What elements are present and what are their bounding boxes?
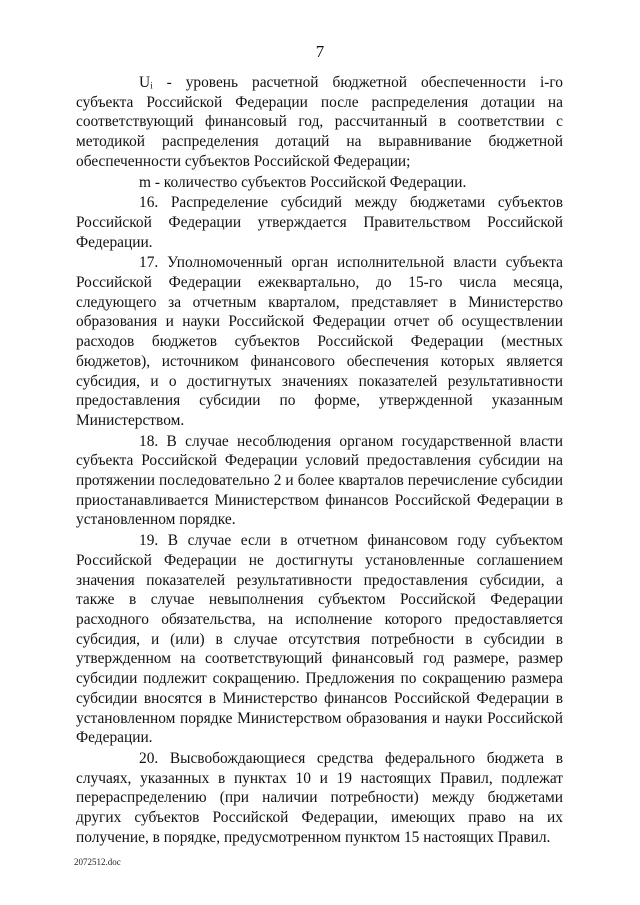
paragraph-ui-definition: Uᵢ - уровень расчетной бюджетной обеспеченности i-го субъекта Российской Федерации после распределения дотации на соответствующий финансовый год, рассчитанный в соответствии с методикой распределения дотаций на выравнивание бюджетной обеспеченности субъектов Российской Федерации; [76, 74, 563, 170]
document-body [76, 73, 563, 847]
paragraph-20: 20. Высвобождающиеся средства федерального бюджета в случаях, указанных в пунктах 10 и 19 настоящих Правил, подлежат перераспределению (при наличии потребности) между бюджетами других субъектов Российской Федерации, имеющих право на их получение, в порядке, предусмотренном пунктом 15 настоящих Правил. [76, 749, 563, 846]
paragraph-19: 19. В случае если в отчетном финансовом году субъектом Российской Федерации не достигнуты установленные соглашением значения показателей результативности предоставления субсидии, а также в случае невыполнения субъектом Российской Федерации расходного обязательства, на исполнение которого предоставляется субсидия, и (или) в случае отсутствия потребности в субсидии в утвержденном на соответствующий финансовый год размере, размер субсидии подлежит сокращению. Предложения по сокращению размера субсидии вносятся в Министерство финансов Российской Федерации в установленном порядке Министерством образования и науки Российской Федерации. [76, 532, 563, 747]
footer-filename: 2072512.doc [74, 857, 121, 867]
paragraph-16: 16. Распределение субсидий между бюджетами субъектов Российской Федерации утверждается Правительством Российской Федерации. [76, 194, 563, 251]
page-number: 7 [315, 42, 325, 61]
paragraph-m-definition: m - количество субъектов Российской Федерации. [139, 173, 467, 191]
paragraph-17: 17. Уполномоченный орган исполнительной власти субъекта Российской Федерации ежеквартально, до 15-го числа месяца, следующего за отчетным кварталом, представляет в Министерство образования и науки Российской Федерации отчет об осуществлении расходов бюджетов субъектов Российской Федерации (местных бюджетов), источником финансового обеспечения которых является субсидия, и о достигнутых значениях показателей результативности предоставления субсидии по форме, утвержденной указанным Министерством. [76, 254, 563, 429]
paragraph-18: 18. В случае несоблюдения органом государственной власти субъекта Российской Федерации условий предоставления субсидии на протяжении последовательно 2 и более кварталов перечисление субсидии приостанавливается Министерством финансов Российской Федерации в установленном порядке. [76, 432, 563, 529]
